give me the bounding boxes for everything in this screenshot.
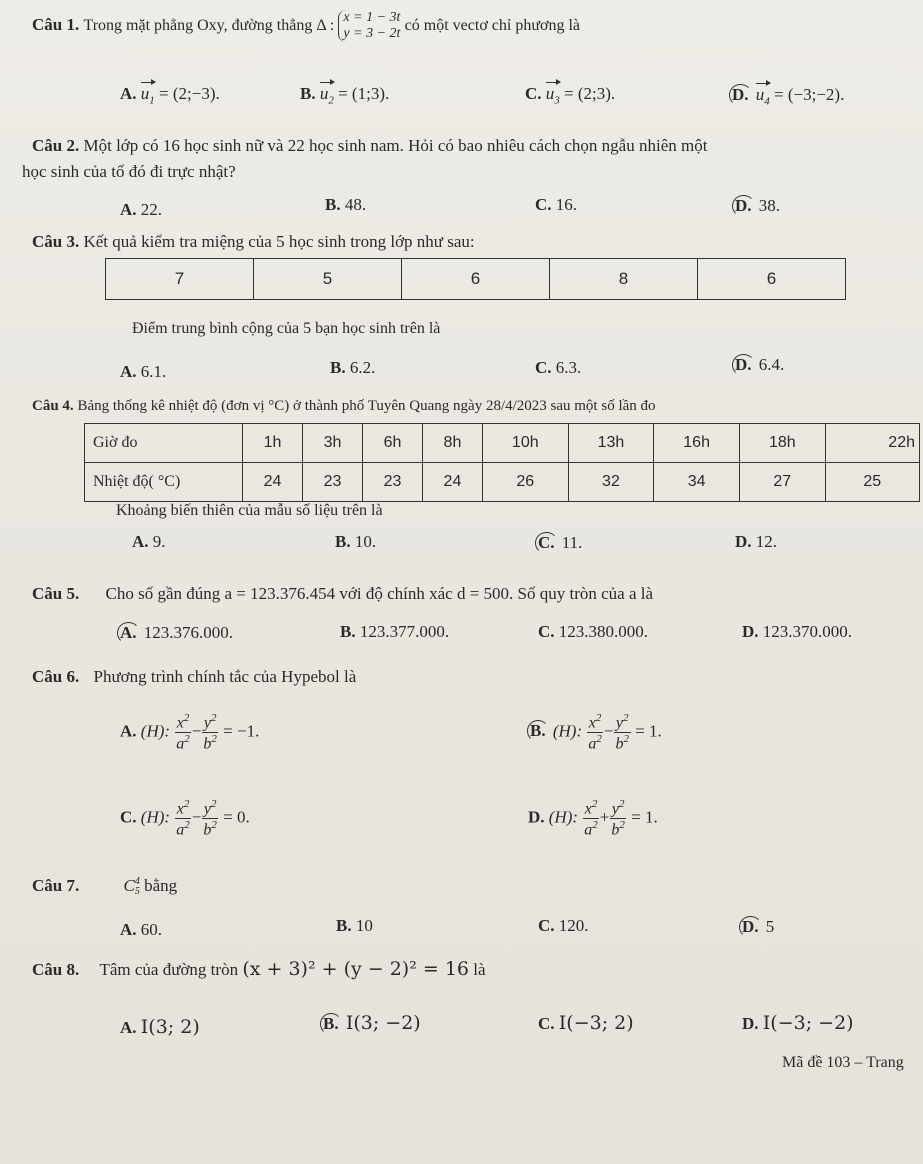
option-8c: C. I(−3; 2) xyxy=(538,1012,634,1034)
hour-cell: 16h xyxy=(654,424,740,463)
option-letter-circled: D. xyxy=(729,84,752,106)
temp-cell: 26 xyxy=(482,463,568,502)
question-7 xyxy=(32,876,177,897)
option-3c: C. 6.3. xyxy=(535,358,582,377)
question-label: Câu 1. xyxy=(32,15,80,34)
question-text: Một lớp có 16 học sinh nữ và 22 học sinh nam. Hỏi có bao nhiêu cách chọn ngẫu nhiên một xyxy=(83,136,708,155)
temp-cell: 24 xyxy=(422,463,482,502)
question-text: Phương trình chính tắc của Hypebol là xyxy=(93,667,357,686)
question-4 xyxy=(32,398,656,415)
option-5b: B. 123.377.000. xyxy=(340,622,450,641)
fraction-y2-b2: $\frac{y^2}{b^2}$ xyxy=(203,712,217,753)
option-2a: A. 22. xyxy=(120,200,163,219)
hour-cell: 22h xyxy=(825,424,919,463)
option-4a: A. 9. xyxy=(132,532,166,551)
question-8 xyxy=(32,958,486,980)
parametric-system xyxy=(338,10,400,42)
vector-u2: $u_2$ xyxy=(319,84,334,107)
hour-cell: 3h xyxy=(302,424,362,463)
option-5c: C. 123.380.000. xyxy=(538,622,649,641)
score-cell: 6 xyxy=(698,259,846,300)
option-7b: B. 10 xyxy=(336,916,373,935)
option-8a: A. I(3; 2) xyxy=(120,1016,200,1038)
question-1 xyxy=(32,10,580,42)
option-value: = (2;3). xyxy=(564,84,616,103)
temp-cell: 27 xyxy=(739,463,825,502)
vector-u3: $u_3$ xyxy=(545,84,560,107)
row-header: Giờ đo xyxy=(85,424,243,463)
fraction-x2-a2: $\frac{x^2}{a^2}$ xyxy=(176,798,190,839)
row-header: Nhiệt độ( °C) xyxy=(85,463,243,502)
fraction-y2-b2: $\frac{y^2}{b^2}$ xyxy=(615,712,629,753)
fraction-x2-a2: $\frac{x^2}{a^2}$ xyxy=(584,798,598,839)
option-letter: C. xyxy=(525,84,542,103)
fraction-x2-a2: $\frac{x^2}{a^2}$ xyxy=(176,712,190,753)
option-letter: B. xyxy=(300,84,316,103)
hour-cell: 10h xyxy=(482,424,568,463)
fraction-y2-b2: $\frac{y^2}{b^2}$ xyxy=(203,798,217,839)
question-3-prompt: Điểm trung bình cộng của 5 bạn học sinh trên là xyxy=(132,320,441,337)
option-6d: D. (H): $\frac{x^2}{a^2}$ + $\frac{y^2}{b^2}$ = 1. xyxy=(528,798,658,839)
question-label: Câu 4. xyxy=(32,398,74,414)
score-cell: 8 xyxy=(550,259,698,300)
question-text: Kết quả kiểm tra miệng của 5 học sinh trong lớp như sau: xyxy=(83,232,475,251)
option-letter: A. xyxy=(120,84,137,103)
score-cell: 6 xyxy=(402,259,550,300)
option-4b: B. 10. xyxy=(335,532,377,551)
question-label: Câu 6. xyxy=(32,667,80,686)
option-2d: D. 38. xyxy=(735,195,780,217)
hour-cell: 18h xyxy=(739,424,825,463)
option-6b: B. (H): $\frac{x^2}{a^2}$ − $\frac{y^2}{b^2}$ = 1. xyxy=(530,712,662,753)
question-text: bằng xyxy=(144,876,178,895)
option-6c: C. (H): $\frac{x^2}{a^2}$ − $\frac{y^2}{b^2}$ = 0. xyxy=(120,798,250,839)
question-2-cont xyxy=(22,162,236,182)
temp-cell: 25 xyxy=(825,463,919,502)
vector-u1: $u_1$ xyxy=(140,84,155,107)
question-label: Câu 7. xyxy=(32,876,80,895)
question-text-end: là xyxy=(473,960,486,979)
scores-table xyxy=(105,258,846,300)
fraction-x2-a2: $\frac{x^2}{a^2}$ xyxy=(588,712,602,753)
option-7d: D. 5 xyxy=(742,916,774,938)
question-text: Trong mặt phẳng Oxy, đường thẳng Δ : xyxy=(83,17,335,34)
temp-cell: 34 xyxy=(654,463,740,502)
option-7a: A. 60. xyxy=(120,920,163,939)
question-3 xyxy=(32,232,475,252)
score-cell: 5 xyxy=(254,259,402,300)
option-6a: A. (H): $\frac{x^2}{a^2}$ − $\frac{y^2}{b^2}$ = −1. xyxy=(120,712,260,753)
option-7c: C. 120. xyxy=(538,916,589,935)
temp-cell: 32 xyxy=(568,463,654,502)
option-4d: D. 12. xyxy=(735,532,778,551)
page-footer: Mã đề 103 – Trang xyxy=(782,1054,904,1071)
hour-cell: 13h xyxy=(568,424,654,463)
option-3a: A. 6.1. xyxy=(120,362,167,381)
temp-cell: 24 xyxy=(243,463,303,502)
option-1c xyxy=(525,84,615,106)
option-1a xyxy=(120,84,220,106)
system-line-2: y = 3 − 2t xyxy=(343,26,401,42)
option-3b: B. 6.2. xyxy=(330,358,376,377)
question-2 xyxy=(32,136,707,156)
option-5a: A. 123.376.000. xyxy=(120,622,233,644)
option-2c: C. 16. xyxy=(535,195,578,214)
option-value: = (1;3). xyxy=(338,84,390,103)
table-row xyxy=(85,424,920,463)
question-label: Câu 5. xyxy=(32,584,80,603)
question-text: Cho số gần đúng a = 123.376.454 với độ chính xác d = 500. Số quy tròn của a là xyxy=(105,584,654,603)
table-row xyxy=(85,463,920,502)
question-text: học sinh của tổ đó đi trực nhật? xyxy=(22,162,236,181)
option-value: = (−3;−2). xyxy=(774,85,845,104)
option-4c: C. 11. xyxy=(538,532,582,554)
question-label: Câu 3. xyxy=(32,232,80,251)
option-8d: D. I(−3; −2) xyxy=(742,1012,854,1034)
temp-cell: 23 xyxy=(302,463,362,502)
question-label: Câu 2. xyxy=(32,136,80,155)
hour-cell: 1h xyxy=(243,424,303,463)
question-text: Tâm của đường tròn xyxy=(99,960,239,979)
fraction-y2-b2: $\frac{y^2}{b^2}$ xyxy=(611,798,625,839)
question-label: Câu 8. xyxy=(32,960,80,979)
hour-cell: 6h xyxy=(362,424,422,463)
option-value: = (2;−3). xyxy=(159,84,220,103)
hour-cell: 8h xyxy=(422,424,482,463)
temp-cell: 23 xyxy=(362,463,422,502)
option-3d: D. 6.4. xyxy=(735,354,784,376)
combination-expr: C 4 5 xyxy=(123,876,140,898)
circle-equation: (x + 3)² + (y − 2)² = 16 xyxy=(242,958,470,980)
option-8b: B. I(3; −2) xyxy=(323,1012,421,1035)
question-text: Bảng thống kê nhiệt độ (đơn vị °C) ở thành phố Tuyên Quang ngày 28/4/2023 sau một số lần đo xyxy=(77,398,656,414)
temperature-table xyxy=(84,423,920,502)
question-4-prompt: Khoảng biến thiên của mẫu số liệu trên là xyxy=(116,502,383,519)
option-1d xyxy=(732,84,844,107)
score-cell: 7 xyxy=(106,259,254,300)
option-1b xyxy=(300,84,389,106)
question-5 xyxy=(32,584,653,604)
option-5d: D. 123.370.000. xyxy=(742,622,853,641)
question-text-end: có một vectơ chỉ phương là xyxy=(404,17,580,34)
system-line-1: x = 1 − 3t xyxy=(343,10,401,25)
question-6 xyxy=(32,667,356,687)
option-2b: B. 48. xyxy=(325,195,367,214)
vector-u4: $u_4$ xyxy=(755,85,770,108)
